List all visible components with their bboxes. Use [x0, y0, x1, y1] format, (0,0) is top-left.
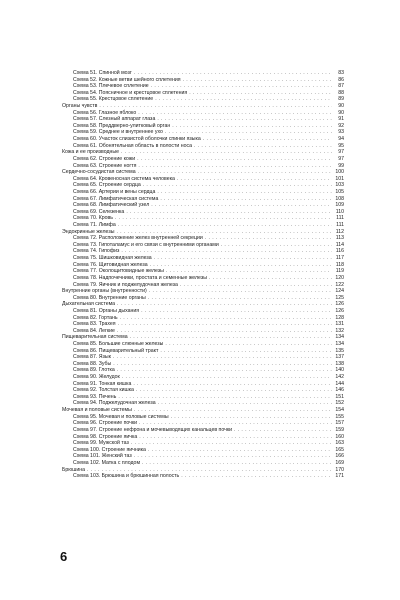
toc-entry-title: Схема 77. Околощитовидные железы: [73, 268, 164, 275]
toc-page-number: 134: [335, 334, 344, 341]
toc-page-number: 99: [338, 162, 344, 169]
toc-entry-title: Схема 75. Шишковидная железа: [73, 255, 152, 262]
toc-entry-title: Схема 93. Печень: [73, 393, 117, 400]
toc-entry: [62, 427, 344, 434]
toc-entry: [62, 255, 344, 262]
toc-page-number: 103: [335, 182, 344, 189]
toc-entry-title: Схема 80. Внутренние органы: [73, 294, 146, 301]
toc-page-number: 152: [335, 400, 344, 407]
toc-entry: [62, 156, 344, 163]
toc-entry: [62, 215, 344, 222]
toc-page-number: 132: [335, 327, 344, 334]
toc-entry: [62, 308, 344, 315]
toc-entry-title: Схема 83. Трахея: [73, 321, 116, 328]
toc-page-number: 134: [335, 340, 344, 347]
toc-entry-title: Эндокринные железы: [62, 228, 115, 235]
toc-entry: [62, 374, 344, 381]
toc-section-heading: [62, 149, 344, 156]
toc-page-number: 159: [335, 426, 344, 433]
toc-page-number: 111: [336, 215, 344, 222]
toc-entry: [62, 136, 344, 143]
toc-entry-title: Схема 67. Лимфатическая система: [73, 195, 159, 202]
toc-entry: [62, 275, 344, 282]
toc-entry-title: Мочевая и половые системы: [62, 407, 132, 414]
toc-entry: [62, 90, 344, 97]
toc-page-number: 131: [335, 321, 344, 328]
toc-entry: [62, 222, 344, 229]
toc-entry-title: Схема 95. Мочевая и половые системы: [73, 413, 169, 420]
toc-page-number: 116: [335, 248, 344, 255]
toc-entry-title: Схема 98. Строение яичка: [73, 433, 138, 440]
toc-page-number: 110: [335, 208, 344, 215]
toc-entry-title: Схема 54. Поясничное и крестцовое сплетения: [73, 89, 188, 96]
toc-page-number: 163: [335, 440, 344, 447]
toc-page-number: 108: [335, 195, 344, 202]
toc-page-number: 155: [335, 413, 344, 420]
toc-page-number: 95: [338, 142, 344, 149]
toc-entry-title: Схема 96. Строение почки: [73, 420, 138, 427]
toc-page-number: 157: [335, 420, 344, 427]
toc-entry: [62, 440, 344, 447]
toc-entry-title: Схема 81. Органы дыхания: [73, 307, 140, 314]
toc-page-number: 100: [335, 169, 344, 176]
toc-entry: [62, 473, 344, 480]
toc-entry-title: Схема 53. Плечевое сплетение: [73, 83, 149, 90]
toc-page-number: 105: [335, 188, 344, 195]
toc-entry: [62, 328, 344, 335]
toc-entry: [62, 381, 344, 388]
toc-page-number: 94: [338, 136, 344, 143]
toc-page-number: 118: [335, 261, 344, 268]
toc-page-number: 171: [335, 473, 344, 480]
toc-entry-title: Схема 57. Слезный аппарат глаза: [73, 116, 156, 123]
toc-page-number: 146: [335, 387, 344, 394]
toc-entry-title: Схема 55. Крестцовое сплетение: [73, 96, 154, 103]
toc-entry: [62, 116, 344, 123]
toc-entry-title: Кожа и ее производные: [62, 149, 120, 156]
toc-page-number: 137: [335, 354, 344, 361]
toc-entry-title: Схема 82. Гортань: [73, 314, 118, 321]
toc-page-number: 151: [335, 393, 344, 400]
toc-page-number: 160: [335, 433, 344, 440]
toc-entry-title: Схема 64. Кровеносная система человека: [73, 175, 175, 182]
toc-entry-title: Схема 92. Толстая кишка: [73, 387, 134, 394]
toc-entry: [62, 268, 344, 275]
toc-entry-title: Схема 91. Тонкая кишка: [73, 380, 132, 387]
toc-section-heading: [62, 301, 344, 308]
toc-section-heading: [62, 288, 344, 295]
toc-entry: [62, 354, 344, 361]
toc-page-number: 114: [335, 241, 344, 248]
toc-entry-title: Схема 97. Строение нефрона и мочевыводящих канальцев почки: [73, 426, 233, 433]
toc-entry-title: Сердечно-сосудистая система: [62, 169, 136, 176]
toc-entry: [62, 77, 344, 84]
toc-page-number: 124: [335, 288, 344, 295]
toc-page-number: 90: [338, 109, 344, 116]
toc-entry-title: Схема 90. Желудок: [73, 374, 120, 381]
toc-page-number: 125: [335, 294, 344, 301]
toc-entry-title: Схема 87. Язык: [73, 354, 111, 361]
toc-page-number: 92: [338, 122, 344, 129]
toc-entry: [62, 361, 344, 368]
toc-page-number: 166: [335, 453, 344, 460]
toc-entry: [62, 367, 344, 374]
toc-entry-title: Брюшина: [62, 466, 85, 473]
toc-entry-title: Схема 58. Преддверно-улитковый орган: [73, 122, 171, 129]
toc-page-number: 87: [338, 83, 344, 90]
toc-section-heading: [62, 169, 344, 176]
toc-entry-title: Дыхательная система: [62, 301, 116, 308]
toc-entry-title: Схема 103. Брюшина и брюшинная полость: [73, 473, 180, 480]
toc-entry: [62, 83, 344, 90]
toc-entry-title: Схема 72. Расположение желез внутренней секреции: [73, 235, 203, 242]
toc-entry: [62, 176, 344, 183]
toc-page-number: 170: [335, 466, 344, 473]
toc-page-number: 154: [335, 407, 344, 414]
toc-entry-title: Пищеварительная система: [62, 334, 128, 341]
toc-entry: [62, 123, 344, 130]
toc-page-number: 112: [335, 228, 344, 235]
toc-entry: [62, 321, 344, 328]
toc-page-number: 97: [338, 149, 344, 156]
toc-entry: [62, 202, 344, 209]
toc-entry-title: Схема 79. Яичник и поджелудочная железа: [73, 281, 178, 288]
toc-section-heading: [62, 467, 344, 474]
toc-entry-title: Схема 94. Поджелудочная железа: [73, 400, 156, 407]
toc-page-number: 83: [338, 70, 344, 76]
toc-page-number: 93: [338, 129, 344, 136]
toc-page-number: 88: [338, 89, 344, 96]
toc-entry-title: Схема 63. Строение ногтя: [73, 162, 137, 169]
toc-entry: [62, 295, 344, 302]
toc-entry-title: Схема 51. Спинной мозг: [73, 70, 132, 76]
toc-entry-title: Схема 89. Глотка: [73, 367, 115, 374]
toc-page-number: 122: [335, 281, 344, 288]
toc-entry-title: Схема 66. Артерии и вены сердца: [73, 188, 156, 195]
toc-entry-title: Схема 102. Матка с плодом: [73, 459, 141, 466]
toc-page-number: 109: [335, 202, 344, 209]
toc-entry: [62, 394, 344, 401]
toc-entry-title: Схема 84. Легкие: [73, 327, 115, 334]
toc-section-heading: [62, 407, 344, 414]
toc-entry-title: Схема 56. Глазное яблоко: [73, 109, 137, 116]
toc-page-number: 126: [335, 307, 344, 314]
toc-entry: [62, 420, 344, 427]
toc-entry: [62, 348, 344, 355]
toc-entry: [62, 248, 344, 255]
toc-entry: [62, 96, 344, 103]
toc-page-number: 138: [335, 360, 344, 367]
table-of-contents: [62, 70, 344, 480]
toc-entry-title: Схема 85. Большие слюнные железы: [73, 340, 164, 347]
toc-entry-title: Схема 74. Гипофиз: [73, 248, 120, 255]
toc-page-number: 97: [338, 155, 344, 162]
toc-entry: [62, 453, 344, 460]
toc-entry-title: Схема 65. Строение сердца: [73, 182, 141, 189]
toc-entry-title: Схема 100. Строение яичника: [73, 446, 146, 453]
toc-page-number: 140: [335, 367, 344, 374]
toc-entry-title: Схема 86. Пищеварительный тракт: [73, 347, 159, 354]
toc-page-number: 144: [335, 380, 344, 387]
toc-page-number: 120: [335, 274, 344, 281]
toc-section-heading: [62, 334, 344, 341]
toc-entry: [62, 235, 344, 242]
toc-page-number: 111: [336, 222, 344, 229]
toc-page-number: 117: [335, 255, 344, 262]
toc-entry-title: Схема 78. Надпочечники, простата и семенные железы: [73, 274, 207, 281]
toc-entry: [62, 282, 344, 289]
toc-page-number: 89: [338, 96, 344, 103]
toc-entry: [62, 315, 344, 322]
toc-page-number: 86: [338, 76, 344, 83]
toc-entry: [62, 387, 344, 394]
toc-page-number: 101: [335, 175, 344, 182]
toc-page-number: 126: [335, 301, 344, 308]
toc-page-number: 135: [335, 347, 344, 354]
toc-entry-title: Схема 68. Лимфатический узел: [73, 202, 150, 209]
toc-entry-title: Схема 88. Зубы: [73, 360, 112, 367]
toc-page-number: 91: [338, 116, 344, 123]
dot-leader: [181, 473, 332, 480]
toc-entry: [62, 414, 344, 421]
toc-entry: [62, 143, 344, 150]
toc-entry-title: Схема 69. Селезенка: [73, 208, 125, 215]
toc-page-number: 142: [335, 374, 344, 381]
toc-entry-title: Схема 59. Среднее и внутреннее ухо: [73, 129, 163, 136]
toc-entry: [62, 460, 344, 467]
toc-entry-title: Внутренние органы (внутренности): [62, 288, 147, 295]
toc-entry: [62, 182, 344, 189]
toc-entry: [62, 242, 344, 249]
toc-page-number: 169: [335, 459, 344, 466]
toc-entry: [62, 341, 344, 348]
toc-entry-title: Схема 99. Мужской таз: [73, 440, 129, 447]
toc-entry-title: Схема 52. Кожные ветви шейного сплетения: [73, 76, 181, 83]
toc-page-number: 128: [335, 314, 344, 321]
toc-section-heading: [62, 103, 344, 110]
toc-entry: [62, 400, 344, 407]
toc-entry: [62, 189, 344, 196]
page-number: 6: [60, 549, 68, 564]
toc-entry-title: Схема 61. Обонятельная область в полости носа: [73, 142, 192, 149]
toc-entry-title: Схема 70. Кровь: [73, 215, 113, 222]
toc-entry: [62, 163, 344, 170]
toc-page-number: 119: [335, 268, 344, 275]
toc-entry-title: Схема 60. Участок слизистой оболочки спинки языка: [73, 136, 201, 143]
toc-entry: [62, 262, 344, 269]
toc-page-number: 113: [335, 235, 344, 242]
toc-entry-title: Схема 62. Строение кожи: [73, 155, 136, 162]
toc-entry-title: Схема 73. Гипоталамус и его связи с внутренними органами: [73, 241, 219, 248]
toc-entry-title: Схема 76. Щитовидная железа: [73, 261, 148, 268]
toc-entry: [62, 209, 344, 216]
toc-page-number: 165: [335, 446, 344, 453]
toc-entry-title: Схема 71. Лимфа: [73, 222, 116, 229]
toc-entry-title: Органы чувств: [62, 103, 98, 110]
toc-entry-title: Схема 101. Женский таз: [73, 453, 132, 460]
toc-entry: [62, 70, 344, 77]
toc-page-number: 90: [338, 103, 344, 110]
